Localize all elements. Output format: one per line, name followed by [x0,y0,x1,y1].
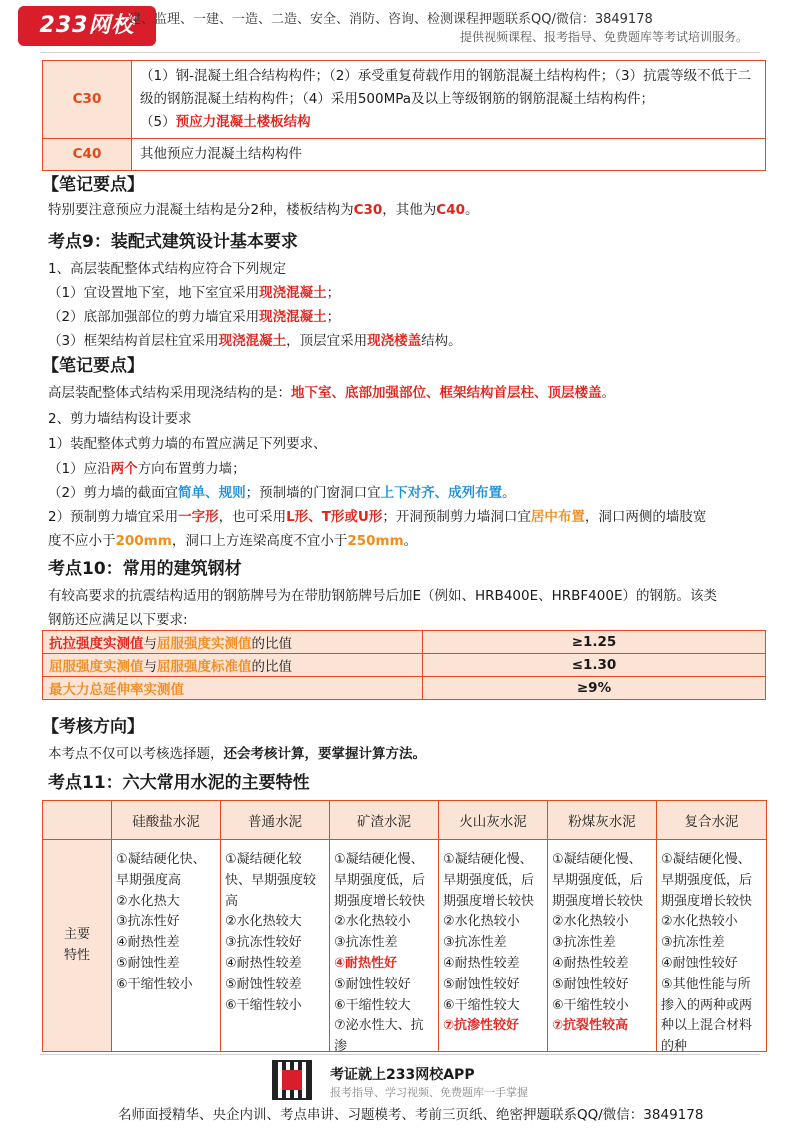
requirement-value: ≤1.30 [423,654,766,677]
column-header: 火山灰水泥 [439,801,548,840]
note-heading: 【笔记要点】 [42,356,144,376]
note-text: 高层装配整体式结构采用现浇结构的是：地下室、底部加强部位、框架结构首层柱、顶层楼盖。 [48,385,615,401]
property-item: ①凝结硬化慢、早期强度低，后期强度增长较快 [334,852,426,909]
note-text: 特别要注意预应力混凝土结构是分2种，楼板结构为C30，其他为C40。 [48,202,479,218]
property-item: ③抗冻性差 [661,935,725,951]
section-title: 考点9：装配式建筑设计基本要求 [48,232,298,252]
list-item: 2）预制剪力墙宜采用一字形，也可采用L形、T形或U形；开洞预制剪力墙洞口宜居中布置，洞口两侧的墙肢宽 [48,509,707,525]
property-item: ⑥干缩性较小 [552,997,629,1013]
property-cell [221,840,330,1052]
property-item: ②水化热大 [116,893,180,909]
paragraph: 1）装配整体式剪力墙的布置应满足下列要求、 [48,436,327,452]
list-item: （1）宜设置地下室，地下室宜采用现浇混凝土； [48,285,341,301]
footer-sub: 报考指导、学习视频、免费题库一手掌握 [330,1086,528,1099]
property-item: ①凝结硬化快、早期强度高 [116,852,206,888]
property-item: ③抗冻性差 [443,935,507,951]
property-item: ④耐热性好 [334,955,398,971]
property-item: ①凝结硬化慢、早期强度低，后期强度增长较快 [661,852,753,909]
table-row [43,654,766,677]
property-item: ④耐蚀性较好 [661,955,738,971]
property-item: ⑦抗渗性较好 [443,1018,520,1034]
steel-requirements-table [42,630,766,700]
property-item: ⑤耐蚀性较差 [225,976,302,992]
paragraph: 2、剪力墙结构设计要求 [48,411,192,427]
property-item: ④耐热性较差 [552,955,629,971]
property-item: ⑤耐蚀性较好 [334,976,411,992]
requirement-label: 屈服强度实测值与屈服强度标准值的比值 [43,654,423,677]
table-row [43,840,767,1052]
section-title: 考点11：六大常用水泥的主要特性 [48,773,310,793]
property-cell [112,840,221,1052]
grade-desc: （1）钢-混凝土组合结构构件；（2）承受重复荷载作用的钢筋混凝土结构构件；（3）抗震等级不低于二级的钢筋混凝土结构构件；（4）采用500MPa及以上等级钢筋的钢筋混凝土结构构件； （5）预应力混凝土楼板结构 [132,61,766,139]
table-header-row [43,801,767,840]
property-item: ⑤其他性能与所掺入的两种或两种以上混合材料的种 [661,976,753,1055]
property-cell [439,840,548,1052]
list-item: （2）剪力墙的截面宜简单、规则；预制墙的门窗洞口宜上下对齐、成列布置。 [48,485,516,501]
property-item: ③抗冻性差 [334,935,398,951]
header-divider [40,52,760,53]
table-row [43,61,766,139]
paragraph: 钢筋还应满足以下要求: [48,612,188,628]
property-item: ⑥干缩性较大 [443,997,520,1013]
property-item: ③抗冻性较好 [225,935,302,951]
requirement-value: ≥9% [423,677,766,700]
property-item: ⑥干缩性较小 [116,976,193,992]
brand-logo[interactable]: 233网校 [18,6,156,46]
column-header: 硅酸盐水泥 [112,801,221,840]
note-heading: 【考核方向】 [42,717,144,737]
list-item: （1）应沿两个方向布置剪力墙； [48,461,246,477]
grade-desc: 其他预应力混凝土结构构件 [132,139,766,171]
property-item: ②水化热较小 [334,914,411,930]
note-text: 本考点不仅可以考核选择题，还会考核计算，要掌握计算方法。 [48,746,426,762]
property-item: ①凝结硬化慢、早期强度低，后期强度增长较快 [443,852,535,909]
column-header: 普通水泥 [221,801,330,840]
list-item: （2）底部加强部位的剪力墙宜采用现浇混凝土； [48,309,341,325]
list-item: （3）框架结构首层柱宜采用现浇混凝土，顶层宜采用现浇楼盖结构。 [48,333,462,349]
table-row [43,139,766,171]
header-services: 建、监理、一建、一造、二造、安全、消防、咨询、检测课程押题联系QQ/微信：3849178 [128,12,653,27]
property-item: ⑦泌水性大、抗渗 [334,1018,424,1055]
concrete-grade-table [42,60,766,171]
property-item: ②水化热较大 [225,914,302,930]
column-header: 复合水泥 [657,801,767,840]
property-item: ⑥干缩性较大 [334,997,411,1013]
property-item: ⑥干缩性较小 [225,997,302,1013]
cement-properties-table [42,800,767,1055]
property-item: ⑤耐蚀性较好 [443,976,520,992]
property-item: ④耐热性较差 [443,955,520,971]
table-row [43,631,766,654]
property-item: ④耐热性较差 [225,955,302,971]
footer-divider [40,1054,760,1055]
page-header [0,0,800,54]
requirement-value: ≥1.25 [423,631,766,654]
qr-code[interactable] [272,1060,312,1100]
property-item: ③抗冻性好 [116,914,180,930]
section-title: 考点10：常用的建筑钢材 [48,559,242,579]
requirement-label: 最大力总延伸率实测值 [43,677,423,700]
table-row [43,677,766,700]
property-item: ⑤耐蚀性差 [116,955,180,971]
corner-cell [43,801,112,840]
paragraph: 有较高要求的抗震结构适用的钢筋牌号为在带肋钢筋牌号后加E（例如、HRB400E、HRBF400E）的钢筋。该类 [48,588,717,604]
requirement-label: 抗拉强度实测值与屈服强度实测值的比值 [43,631,423,654]
footer-app: 考证就上233网校APP [330,1067,475,1083]
grade-cell: C30 [43,61,132,139]
property-cell [657,840,767,1055]
grade-cell: C40 [43,139,132,171]
footer-contact: 名师面授精华、央企内训、考点串讲、习题模考、考前三页纸、绝密押题联系QQ/微信：3849178 [118,1107,704,1123]
column-header: 矿渣水泥 [330,801,439,840]
paragraph: 1、高层装配整体式结构应符合下列规定 [48,261,287,277]
property-cell [548,840,657,1052]
property-item: ②水化热较小 [443,914,520,930]
property-item: ③抗冻性差 [552,935,616,951]
header-tagline: 提供视频课程、报考指导、免费题库等考试培训服务。 [460,30,749,44]
property-item: ⑤耐蚀性较好 [552,976,629,992]
row-header: 主要特性 [43,840,112,1052]
note-heading: 【笔记要点】 [42,175,144,195]
property-item: ①凝结硬化较快、早期强度较高 [225,852,317,909]
property-item: ⑦抗裂性较高 [552,1018,629,1034]
property-item: ④耐热性差 [116,935,180,951]
column-header: 粉煤灰水泥 [548,801,657,840]
property-cell [330,840,439,1055]
property-item: ②水化热较小 [552,914,629,930]
property-item: ①凝结硬化慢、早期强度低，后期强度增长较快 [552,852,644,909]
property-item: ②水化热较小 [661,914,738,930]
list-item: 度不应小于200mm，洞口上方连梁高度不宜小于250mm。 [48,533,418,549]
